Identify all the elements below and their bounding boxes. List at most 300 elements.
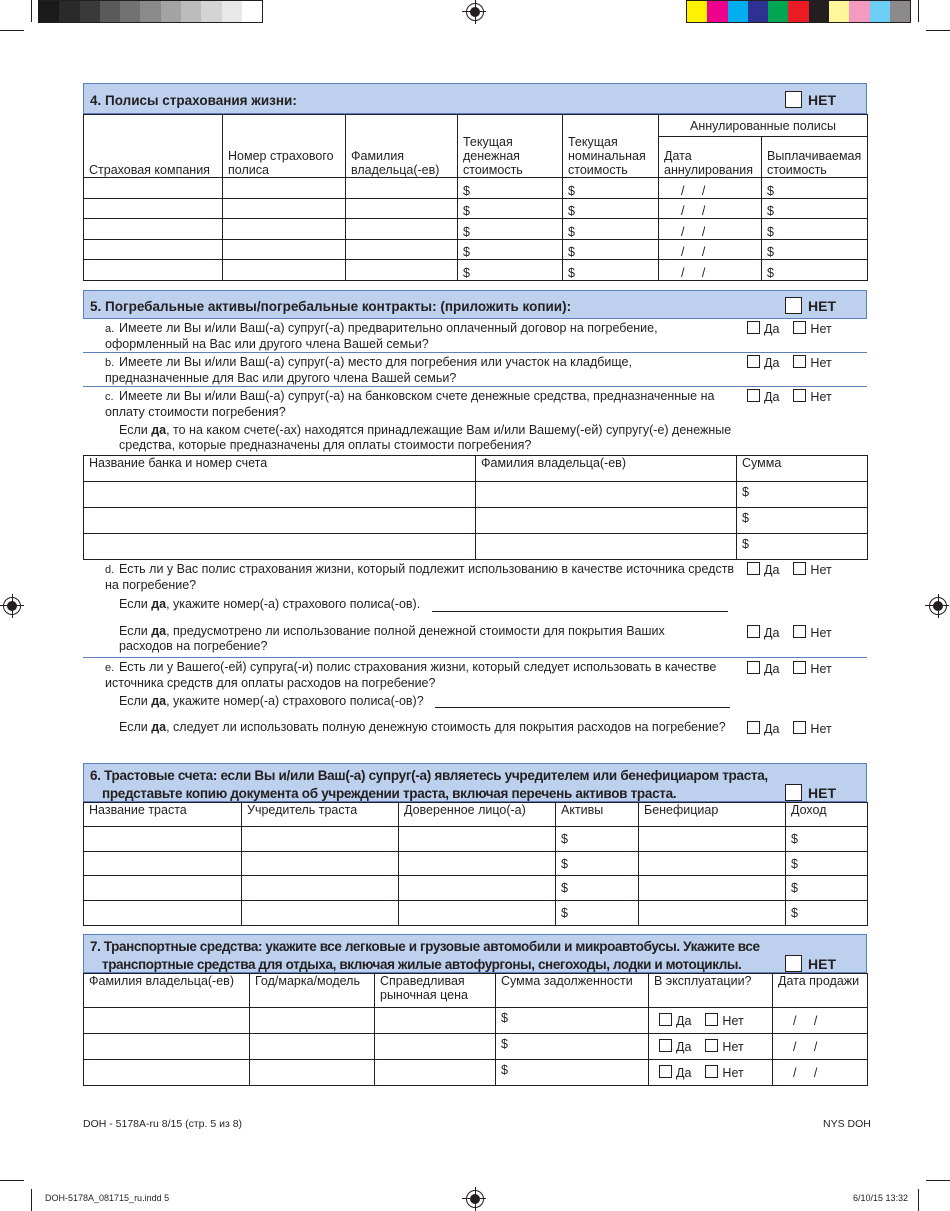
section-6-none-checkbox[interactable] bbox=[785, 784, 836, 801]
checkbox-icon[interactable] bbox=[659, 1065, 672, 1078]
yes-no-5a bbox=[747, 321, 832, 336]
table-cell[interactable]: / / bbox=[773, 1034, 868, 1060]
question-5c bbox=[105, 389, 735, 420]
checkbox-icon[interactable] bbox=[793, 661, 806, 674]
gray-calibration-bar bbox=[38, 0, 263, 23]
table-cell[interactable] bbox=[242, 827, 399, 852]
table-cell[interactable]: $ bbox=[458, 198, 563, 219]
table-cell[interactable]: $ bbox=[458, 239, 563, 260]
table-cell[interactable] bbox=[84, 876, 242, 901]
table-cell[interactable] bbox=[242, 851, 399, 876]
table-cell[interactable] bbox=[84, 178, 223, 199]
vehicles-table bbox=[83, 973, 868, 1086]
checkbox-icon[interactable] bbox=[747, 661, 760, 674]
no-option[interactable] bbox=[793, 721, 831, 736]
agency: NYS DOH bbox=[823, 1118, 871, 1130]
section-7-header bbox=[83, 934, 867, 973]
text: , укажите номер(-а) страхового полиса(-ов)? bbox=[166, 694, 424, 708]
checkbox-icon[interactable] bbox=[747, 562, 760, 575]
section-5-title: 5. Погребальные активы/погребальные контракты: (приложить копии): bbox=[90, 299, 572, 314]
table-row bbox=[84, 827, 868, 852]
table-cell[interactable] bbox=[84, 482, 476, 508]
col-fair-value: Справедливая рыночная цена bbox=[375, 974, 496, 1008]
table-cell[interactable] bbox=[84, 1008, 250, 1034]
question-5d-fullvalue bbox=[119, 624, 709, 654]
color-swatch bbox=[687, 1, 707, 22]
checkbox-icon[interactable] bbox=[747, 721, 760, 734]
checkbox-icon[interactable] bbox=[659, 1013, 672, 1026]
yes-no-5d-fullvalue bbox=[747, 625, 832, 640]
color-swatch bbox=[788, 1, 808, 22]
question-text: Имеете ли Вы и/или Ваш(-а) супруг(-а) на банковском счете денежные средства, предназначенные на оплату стоимости погребения? bbox=[105, 389, 715, 419]
question-text: Имеете ли Вы и/или Ваш(-а) супруг(-а) предварительно оплаченный договор на погребение, оформленный на Вас или другого члена Вашей семьи? bbox=[105, 321, 658, 351]
question-5d bbox=[105, 562, 735, 593]
table-cell[interactable]: $ bbox=[737, 508, 868, 534]
gray-swatch bbox=[181, 1, 201, 22]
table-cell[interactable] bbox=[84, 508, 476, 534]
table-cell[interactable]: $ bbox=[737, 482, 868, 508]
col-trustee: Доверенное лицо(-а) bbox=[399, 803, 556, 827]
table-cell[interactable]: $ bbox=[496, 1008, 649, 1034]
yes-label: Да bbox=[764, 626, 780, 640]
no-label: Нет bbox=[810, 322, 832, 336]
table-cell[interactable] bbox=[84, 1060, 250, 1086]
checkbox-icon[interactable] bbox=[747, 355, 760, 368]
divider bbox=[83, 352, 867, 353]
table-cell[interactable] bbox=[639, 851, 786, 876]
yes-label: Да bbox=[676, 1014, 692, 1028]
col-sale-date: Дата продажи bbox=[773, 974, 868, 1008]
table-cell[interactable]: $ bbox=[762, 260, 868, 281]
registration-mark-top-icon bbox=[466, 3, 484, 21]
question-text: Имеете ли Вы и/или Ваш(-а) супруг(-а) место для погребения или участок на кладбище, предназначенные для Вас или другого члена Вашей семьи? bbox=[105, 355, 632, 385]
gray-swatch bbox=[120, 1, 140, 22]
table-cell[interactable] bbox=[84, 198, 223, 219]
text: Если bbox=[119, 624, 152, 638]
table-cell[interactable] bbox=[346, 198, 458, 219]
question-5e bbox=[105, 660, 735, 691]
table-cell[interactable]: / / bbox=[659, 260, 762, 281]
color-swatch bbox=[748, 1, 768, 22]
no-option[interactable] bbox=[793, 389, 831, 404]
table-row bbox=[84, 219, 868, 240]
yes-option[interactable] bbox=[747, 661, 779, 676]
yes-option[interactable] bbox=[659, 1040, 691, 1054]
yes-option[interactable] bbox=[747, 562, 779, 577]
yes-option[interactable] bbox=[747, 355, 779, 370]
checkbox-icon[interactable] bbox=[747, 389, 760, 402]
table-cell[interactable] bbox=[223, 198, 346, 219]
gray-swatch bbox=[59, 1, 79, 22]
question-text: Есть ли у Вас полис страхования жизни, который подлежит использованию в качестве источника средств на погребение? bbox=[105, 562, 735, 592]
no-option[interactable] bbox=[793, 661, 831, 676]
checkbox-icon[interactable] bbox=[659, 1039, 672, 1052]
color-swatch bbox=[768, 1, 788, 22]
color-swatch bbox=[728, 1, 748, 22]
table-cell[interactable]: $ bbox=[563, 219, 659, 240]
yes-option[interactable] bbox=[747, 625, 779, 640]
text-bold: да bbox=[151, 624, 167, 638]
table-cell[interactable]: $ bbox=[762, 219, 868, 240]
letter: b. bbox=[105, 357, 115, 369]
color-swatch bbox=[829, 1, 849, 22]
table-cell[interactable] bbox=[399, 851, 556, 876]
col-trust-name: Название траста bbox=[84, 803, 242, 827]
table-cell[interactable] bbox=[346, 178, 458, 199]
gray-swatch bbox=[242, 1, 262, 22]
table-row bbox=[84, 1060, 868, 1086]
text: Если bbox=[119, 423, 152, 437]
text: , то на каком счете(-ах) находятся принадлежащие Вам и/или Вашему(-ей) супругу(-е) денежные средства, которые предназначены для оплаты стоимости погребения? bbox=[119, 423, 732, 452]
registration-mark-right-line bbox=[925, 605, 949, 606]
no-label: Нет bbox=[722, 1066, 744, 1080]
col-policy-number: Номер страхового полиса bbox=[223, 115, 346, 178]
letter: a. bbox=[105, 323, 115, 335]
table-cell[interactable] bbox=[346, 219, 458, 240]
text-bold: да bbox=[151, 720, 167, 734]
col-owner: Фамилия владельца(-ев) bbox=[476, 456, 737, 482]
no-option[interactable] bbox=[793, 355, 831, 370]
no-option[interactable] bbox=[705, 1014, 743, 1028]
yes-label: Да bbox=[764, 322, 780, 336]
gray-swatch bbox=[140, 1, 160, 22]
table-cell[interactable]: $ bbox=[458, 260, 563, 281]
table-cell[interactable]: $ bbox=[563, 198, 659, 219]
crop-mark bbox=[31, 1189, 32, 1211]
registration-mark-right-icon bbox=[929, 597, 947, 615]
checkbox-icon[interactable] bbox=[785, 784, 802, 801]
registration-mark-left-line bbox=[0, 605, 24, 606]
table-cell[interactable]: $ bbox=[556, 901, 639, 926]
text: , укажите номер(-а) страхового полиса(-ов). bbox=[166, 597, 421, 611]
yes-option[interactable] bbox=[747, 389, 779, 404]
letter: d. bbox=[105, 564, 115, 576]
registration-mark-top-line bbox=[462, 11, 486, 12]
gray-swatch bbox=[161, 1, 181, 22]
no-label: Нет bbox=[722, 1040, 744, 1054]
policy-number-line-5d[interactable] bbox=[432, 611, 728, 612]
section-6-title bbox=[90, 767, 790, 803]
col-face-value: Текущая номинальная стоимость bbox=[563, 115, 659, 178]
table-cell[interactable] bbox=[84, 827, 242, 852]
no-option[interactable] bbox=[793, 321, 831, 336]
table-cell[interactable]: $ bbox=[556, 827, 639, 852]
question-5e-fullvalue bbox=[119, 720, 739, 735]
table-cell[interactable]: / / bbox=[659, 198, 762, 219]
yes-no-5d bbox=[747, 562, 832, 577]
table-cell[interactable] bbox=[223, 260, 346, 281]
table-cell[interactable] bbox=[375, 1008, 496, 1034]
table-cell[interactable]: $ bbox=[762, 239, 868, 260]
gray-swatch bbox=[222, 1, 242, 22]
crop-mark bbox=[918, 0, 919, 22]
section-7-title-line2: транспортные средства для отдыха, включая жилые автофургоны, снегоходы, лодки и мотоциклы. bbox=[102, 957, 742, 972]
question-text: Есть ли у Вашего(-ей) супруга(-и) полис страхования жизни, который следует использовать в качестве источника средств для оплаты расходов на погребение? bbox=[105, 660, 717, 690]
table-row bbox=[84, 482, 868, 508]
yes-no-5e-fullvalue bbox=[747, 721, 832, 736]
crop-mark bbox=[926, 30, 950, 31]
table-cell[interactable]: $ bbox=[762, 178, 868, 199]
yes-no-5c bbox=[747, 389, 832, 404]
col-beneficiary: Бенефициар bbox=[639, 803, 786, 827]
divider bbox=[83, 657, 867, 658]
table-row bbox=[84, 508, 868, 534]
table-cell[interactable] bbox=[223, 178, 346, 199]
no-label: Нет bbox=[810, 722, 832, 736]
checkbox-icon[interactable] bbox=[785, 297, 802, 314]
checkbox-icon[interactable] bbox=[785, 955, 802, 972]
col-cancel-date: Дата аннулирования bbox=[659, 137, 762, 178]
burial-bank-table bbox=[83, 455, 868, 560]
table-cell[interactable] bbox=[84, 219, 223, 240]
text: , предусмотрено ли использование полной денежной стоимости для покрытия Ваших расходов на погребение? bbox=[119, 624, 665, 653]
yes-option[interactable] bbox=[659, 1066, 691, 1080]
yes-option[interactable] bbox=[747, 721, 779, 736]
no-label: Нет bbox=[810, 390, 832, 404]
table-cell[interactable]: / / bbox=[659, 239, 762, 260]
table-cell[interactable] bbox=[639, 901, 786, 926]
col-company: Страховая компания bbox=[84, 115, 223, 178]
table-row bbox=[84, 178, 868, 199]
checkbox-icon[interactable] bbox=[785, 91, 802, 108]
table-cell[interactable] bbox=[84, 239, 223, 260]
checkbox-icon[interactable] bbox=[747, 625, 760, 638]
col-bank: Название банка и номер счета bbox=[84, 456, 476, 482]
checkbox-icon[interactable] bbox=[705, 1013, 718, 1026]
checkbox-icon[interactable] bbox=[747, 321, 760, 334]
table-cell[interactable]: / / bbox=[659, 178, 762, 199]
question-5b bbox=[105, 355, 735, 386]
yes-no-5b bbox=[747, 355, 832, 370]
no-label: Нет bbox=[810, 662, 832, 676]
table-row bbox=[84, 851, 868, 876]
table-cell[interactable] bbox=[375, 1034, 496, 1060]
table-cell[interactable]: $ bbox=[563, 260, 659, 281]
table-cell[interactable] bbox=[250, 1060, 375, 1086]
table-row bbox=[84, 876, 868, 901]
life-insurance-table bbox=[83, 114, 868, 281]
table-cell[interactable] bbox=[346, 260, 458, 281]
checkbox-icon[interactable] bbox=[793, 625, 806, 638]
letter: c. bbox=[105, 391, 114, 403]
no-label: Нет bbox=[810, 356, 832, 370]
question-5d-policy bbox=[119, 597, 439, 612]
col-debt: Сумма задолженности bbox=[496, 974, 649, 1008]
table-cell[interactable] bbox=[399, 876, 556, 901]
policy-number-line-5e[interactable] bbox=[435, 707, 730, 708]
crop-mark bbox=[0, 1180, 24, 1181]
table-cell[interactable] bbox=[84, 534, 476, 560]
table-cell[interactable] bbox=[476, 482, 737, 508]
color-swatch bbox=[849, 1, 869, 22]
section-4-none-checkbox[interactable] bbox=[785, 91, 836, 108]
table-cell[interactable]: $ bbox=[786, 901, 868, 926]
color-swatch bbox=[707, 1, 727, 22]
col-year-make: Год/марка/модель bbox=[250, 974, 375, 1008]
text: Если bbox=[119, 720, 152, 734]
color-calibration-bar bbox=[686, 0, 911, 23]
table-cell[interactable]: $ bbox=[786, 851, 868, 876]
yes-label: Да bbox=[764, 662, 780, 676]
table-row bbox=[84, 901, 868, 926]
crop-mark bbox=[0, 30, 24, 31]
no-label: Нет bbox=[810, 626, 832, 640]
col-in-use: В эксплуатации? bbox=[649, 974, 773, 1008]
table-cell[interactable]: $ bbox=[458, 178, 563, 199]
section-4-header bbox=[83, 83, 867, 114]
table-cell[interactable] bbox=[375, 1060, 496, 1086]
table-cell[interactable] bbox=[476, 534, 737, 560]
gray-swatch bbox=[100, 1, 120, 22]
trust-table bbox=[83, 802, 868, 926]
no-option[interactable] bbox=[705, 1040, 743, 1054]
table-cell[interactable]: $ bbox=[556, 851, 639, 876]
gray-swatch bbox=[201, 1, 221, 22]
table-cell[interactable]: $ bbox=[563, 239, 659, 260]
table-cell[interactable] bbox=[84, 1034, 250, 1060]
crop-mark bbox=[926, 1180, 950, 1181]
col-payable-value: Выплачиваемая стоимость bbox=[762, 137, 868, 178]
table-cell[interactable] bbox=[223, 219, 346, 240]
section-5-header bbox=[83, 290, 867, 319]
col-amount: Сумма bbox=[737, 456, 868, 482]
table-cell[interactable]: $ bbox=[762, 198, 868, 219]
gray-swatch bbox=[80, 1, 100, 22]
table-cell[interactable] bbox=[649, 1008, 773, 1034]
yes-label: Да bbox=[764, 356, 780, 370]
table-cell[interactable]: $ bbox=[563, 178, 659, 199]
col-owner: Фамилия владельца(-ев) bbox=[346, 115, 458, 178]
yes-label: Да bbox=[676, 1066, 692, 1080]
col-cancelled-policies: Аннулированные полисы bbox=[659, 115, 868, 137]
color-swatch bbox=[870, 1, 890, 22]
no-option[interactable] bbox=[793, 625, 831, 640]
text: Если bbox=[119, 694, 152, 708]
table-cell[interactable] bbox=[639, 876, 786, 901]
no-label: Нет bbox=[722, 1014, 744, 1028]
form-id: DOH - 5178A-ru 8/15 (стр. 5 из 8) bbox=[83, 1118, 243, 1130]
table-row bbox=[84, 260, 868, 281]
checkbox-icon[interactable] bbox=[793, 562, 806, 575]
table-cell[interactable] bbox=[242, 901, 399, 926]
col-owner: Фамилия владельца(-ев) bbox=[84, 974, 250, 1008]
table-cell[interactable]: $ bbox=[556, 876, 639, 901]
yes-option[interactable] bbox=[747, 321, 779, 336]
table-cell[interactable] bbox=[476, 508, 737, 534]
section-5-none-checkbox[interactable] bbox=[785, 297, 836, 314]
table-row bbox=[84, 198, 868, 219]
col-settlor: Учредитель траста bbox=[242, 803, 399, 827]
table-cell[interactable] bbox=[84, 260, 223, 281]
checkbox-icon[interactable] bbox=[793, 721, 806, 734]
table-row bbox=[84, 1034, 868, 1060]
checkbox-icon[interactable] bbox=[793, 355, 806, 368]
table-row bbox=[84, 239, 868, 260]
table-cell[interactable]: $ bbox=[737, 534, 868, 560]
none-label: НЕТ bbox=[808, 297, 836, 314]
yes-label: Да bbox=[676, 1040, 692, 1054]
none-label: НЕТ bbox=[808, 91, 836, 108]
no-label: Нет bbox=[810, 563, 832, 577]
table-cell[interactable] bbox=[346, 239, 458, 260]
registration-mark-left-icon bbox=[3, 597, 21, 615]
table-cell[interactable]: $ bbox=[786, 876, 868, 901]
table-cell[interactable] bbox=[242, 876, 399, 901]
crop-mark bbox=[31, 0, 32, 22]
question-5e-policy bbox=[119, 694, 439, 709]
section-7-title-line1: 7. Транспортные средства: укажите все легковые и грузовые автомобили и микроавтобусы. Укажите все bbox=[90, 939, 760, 954]
table-cell[interactable]: / / bbox=[773, 1060, 868, 1086]
table-cell[interactable]: $ bbox=[496, 1060, 649, 1086]
checkbox-icon[interactable] bbox=[793, 321, 806, 334]
section-6-header bbox=[83, 763, 867, 802]
yes-label: Да bbox=[764, 722, 780, 736]
table-cell[interactable] bbox=[649, 1034, 773, 1060]
table-cell[interactable] bbox=[639, 827, 786, 852]
table-cell[interactable] bbox=[399, 901, 556, 926]
print-timestamp: 6/10/15 13:32 bbox=[853, 1193, 909, 1203]
divider bbox=[83, 386, 867, 387]
col-income: Доход bbox=[786, 803, 868, 827]
letter: e. bbox=[105, 662, 115, 674]
no-option[interactable] bbox=[705, 1066, 743, 1080]
text: , следует ли использовать полную денежную стоимость для покрытия расходов на погребение? bbox=[166, 720, 726, 734]
table-cell[interactable] bbox=[250, 1008, 375, 1034]
section-6-title-line2: представьте копию документа об учреждении траста, включая перечень активов траста. bbox=[102, 786, 677, 801]
question-5c-followup bbox=[119, 423, 734, 453]
table-cell[interactable]: $ bbox=[458, 219, 563, 240]
registration-mark-bottom-icon bbox=[466, 1190, 484, 1208]
table-cell[interactable] bbox=[649, 1060, 773, 1086]
checkbox-icon[interactable] bbox=[793, 389, 806, 402]
table-cell[interactable] bbox=[223, 239, 346, 260]
yes-label: Да bbox=[764, 563, 780, 577]
section-6-title-line1: 6. Трастовые счета: если Вы и/или Ваш(-а) супруг(-а) являетесь учредителем или бенефициаром траста, bbox=[90, 768, 768, 783]
question-5a bbox=[105, 321, 735, 352]
none-label: НЕТ bbox=[808, 784, 836, 801]
yes-label: Да bbox=[764, 390, 780, 404]
none-label: НЕТ bbox=[808, 955, 836, 972]
table-row bbox=[84, 1008, 868, 1034]
text-bold: да bbox=[151, 694, 167, 708]
checkbox-icon[interactable] bbox=[705, 1039, 718, 1052]
color-swatch bbox=[890, 1, 910, 22]
text-bold: да bbox=[151, 597, 167, 611]
text-bold: да bbox=[151, 423, 167, 437]
table-cell[interactable]: $ bbox=[786, 827, 868, 852]
table-cell[interactable]: / / bbox=[659, 219, 762, 240]
color-swatch bbox=[809, 1, 829, 22]
checkbox-icon[interactable] bbox=[705, 1065, 718, 1078]
section-4-title: 4. Полисы страхования жизни: bbox=[90, 93, 297, 108]
table-cell[interactable] bbox=[84, 851, 242, 876]
text: Если bbox=[119, 597, 152, 611]
yes-no-5e bbox=[747, 661, 832, 676]
table-cell[interactable] bbox=[399, 827, 556, 852]
yes-option[interactable] bbox=[659, 1014, 691, 1028]
table-cell[interactable] bbox=[84, 901, 242, 926]
table-row bbox=[84, 534, 868, 560]
section-7-none-checkbox[interactable] bbox=[785, 955, 836, 972]
table-cell[interactable]: / / bbox=[773, 1008, 868, 1034]
section-7-title bbox=[90, 938, 800, 974]
table-cell[interactable]: $ bbox=[496, 1034, 649, 1060]
no-option[interactable] bbox=[793, 562, 831, 577]
col-assets: Активы bbox=[556, 803, 639, 827]
registration-mark-bottom-line bbox=[462, 1198, 486, 1199]
table-cell[interactable] bbox=[250, 1034, 375, 1060]
file-name: DOH-5178A_081715_ru.indd 5 bbox=[45, 1193, 170, 1203]
